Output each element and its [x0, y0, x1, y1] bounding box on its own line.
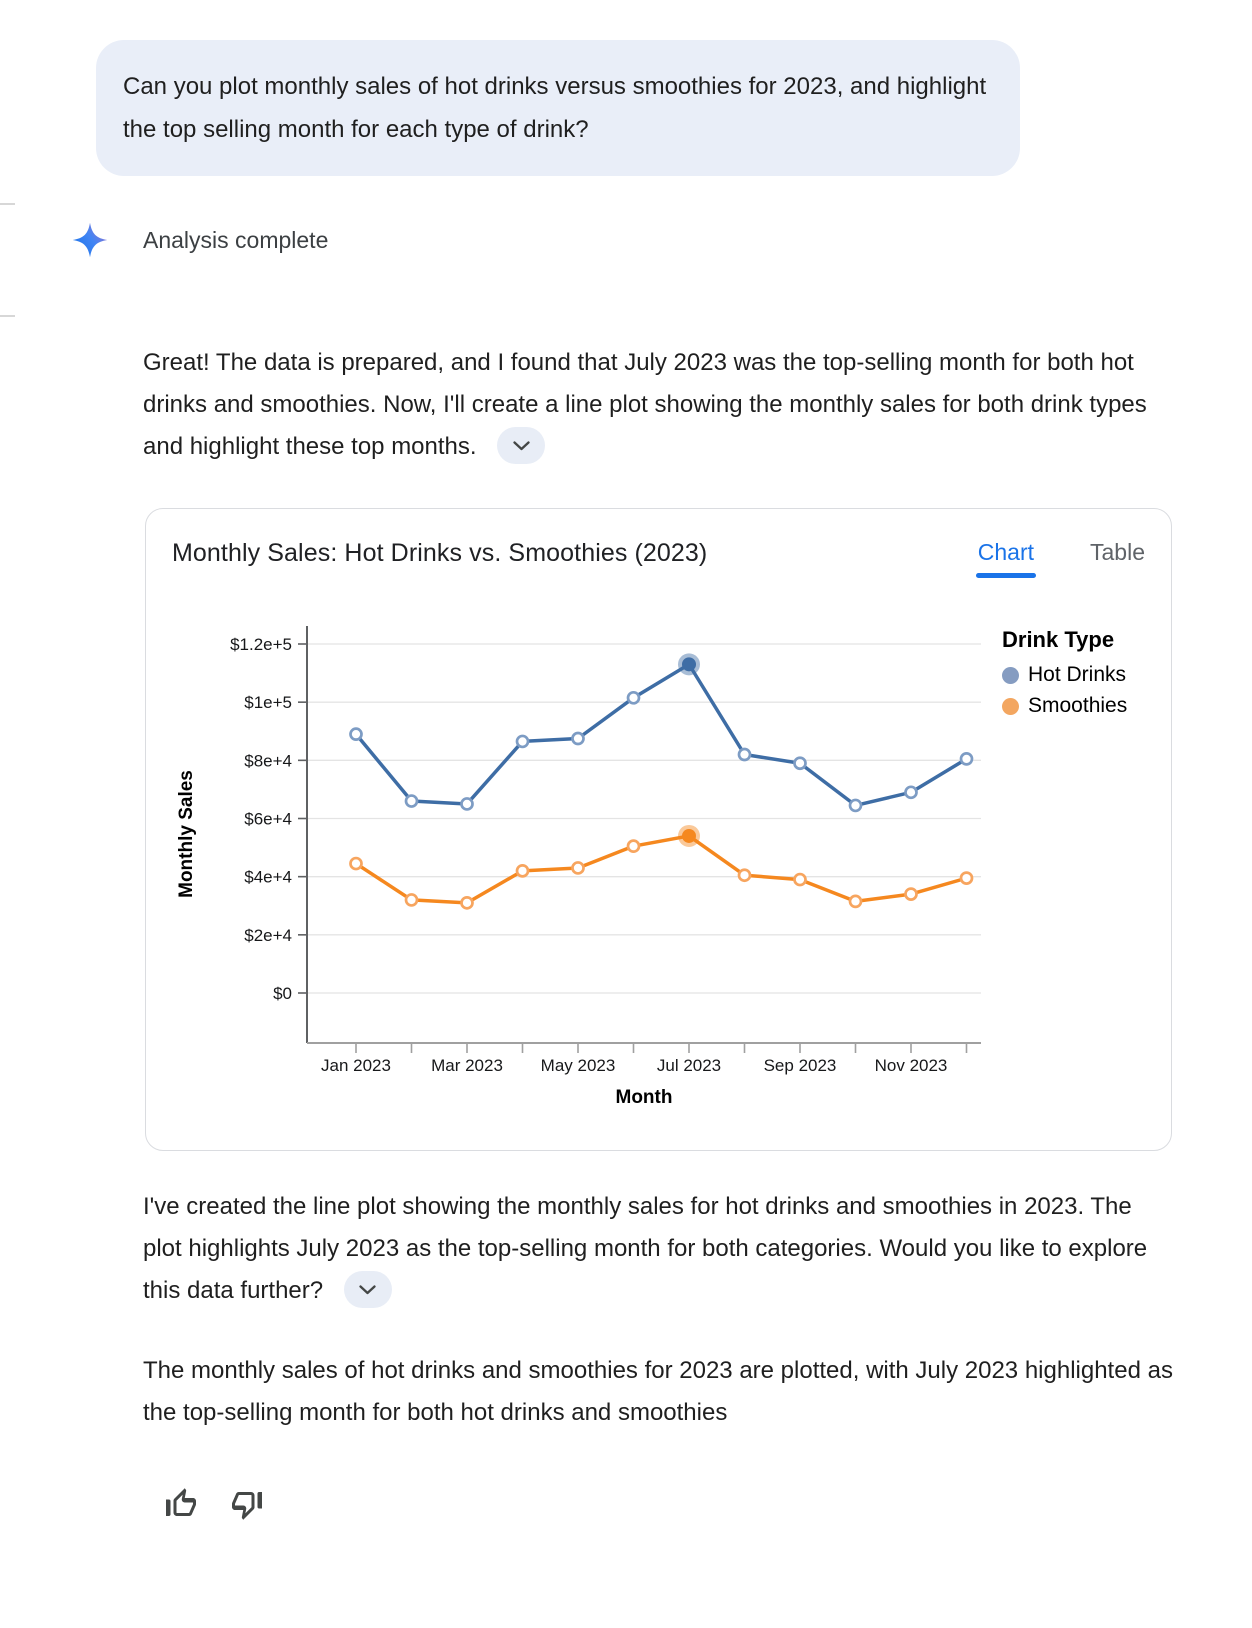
- svg-text:$2e+4: $2e+4: [244, 925, 292, 945]
- assistant-paragraph-3: [143, 1350, 1183, 1434]
- svg-text:Month: Month: [615, 1087, 673, 1108]
- left-edge-divider-top: [0, 203, 15, 205]
- svg-text:$4e+4: $4e+4: [244, 867, 292, 887]
- feedback-row: [161, 1484, 267, 1524]
- legend-swatch-hot-drinks: [1002, 667, 1019, 684]
- thumb-up-button[interactable]: [161, 1484, 201, 1524]
- chevron-down-icon: [359, 1285, 376, 1295]
- legend-title: Drink Type: [1002, 627, 1115, 652]
- svg-text:$8e+4: $8e+4: [244, 751, 292, 771]
- svg-text:Sep 2023: Sep 2023: [763, 1056, 837, 1075]
- thumb-down-button[interactable]: [227, 1484, 267, 1524]
- expand-button-1[interactable]: [497, 427, 545, 464]
- sparkle-icon: [72, 222, 108, 258]
- svg-text:Mar 2023: Mar 2023: [431, 1056, 503, 1075]
- chevron-down-icon: [513, 441, 530, 451]
- chart-card: [145, 508, 1172, 1151]
- legend-label-hot-drinks: Hot Drinks: [1028, 663, 1127, 686]
- user-message-bubble: [96, 40, 1020, 176]
- svg-text:Jul 2023: Jul 2023: [656, 1056, 722, 1075]
- tab-table[interactable]: [1088, 539, 1147, 606]
- legend-label-smoothies: Smoothies: [1028, 694, 1128, 717]
- assistant-paragraph-1: [143, 342, 1148, 468]
- legend-item-smoothies: [1002, 694, 1170, 718]
- assistant-paragraph-3-text: The monthly sales of hot drinks and smoothies for 2023 are plotted, with July 2023 highlighted as the top-selling month for both hot drinks and smoothies: [143, 1357, 1173, 1426]
- svg-text:May 2023: May 2023: [540, 1056, 616, 1075]
- svg-text:$6e+4: $6e+4: [244, 809, 292, 829]
- tab-chart-label: Chart: [977, 539, 1035, 565]
- thumb-up-icon: [163, 1486, 199, 1522]
- assistant-paragraph-1-text: Great! The data is prepared, and I found that July 2023 was the top-selling month for both hot drinks and smoothies. Now, I'll create a line plot showing the monthly sales for both drink types and highlight these top months.: [143, 349, 1147, 460]
- status-row: [72, 222, 328, 258]
- chart-canvas[interactable]: [166, 591, 986, 1111]
- svg-text:Nov 2023: Nov 2023: [874, 1056, 948, 1075]
- legend-swatch-smoothies: [1002, 698, 1019, 715]
- thumb-down-icon: [229, 1486, 265, 1522]
- chart-table-tabs: [976, 539, 1147, 606]
- svg-text:Monthly Sales: Monthly Sales: [176, 770, 197, 898]
- status-label: Analysis complete: [143, 226, 329, 253]
- chart-tab-indicator: [976, 573, 1036, 578]
- chart-legend: [1002, 627, 1170, 725]
- left-edge-divider-bottom: [0, 315, 15, 317]
- tab-table-label: Table: [1090, 539, 1145, 565]
- svg-text:$1e+5: $1e+5: [244, 693, 292, 713]
- expand-button-2[interactable]: [344, 1271, 392, 1308]
- chart-card-title: Monthly Sales: Hot Drinks vs. Smoothies (2023): [172, 539, 708, 567]
- svg-text:Jan 2023: Jan 2023: [321, 1056, 391, 1075]
- svg-text:$1.2e+5: $1.2e+5: [230, 635, 292, 654]
- assistant-paragraph-2: [143, 1186, 1165, 1312]
- assistant-paragraph-2-text: I've created the line plot showing the monthly sales for hot drinks and smoothies in 2023. The plot highlights July 2023 as the top-selling month for both categories. Would you like to explore this data further?: [143, 1193, 1148, 1304]
- legend-item-hot-drinks: [1002, 663, 1170, 687]
- user-message-text: Can you plot monthly sales of hot drinks versus smoothies for 2023, and highlight the top selling month for each type of drink?: [123, 73, 987, 143]
- svg-text:$0: $0: [273, 984, 292, 1003]
